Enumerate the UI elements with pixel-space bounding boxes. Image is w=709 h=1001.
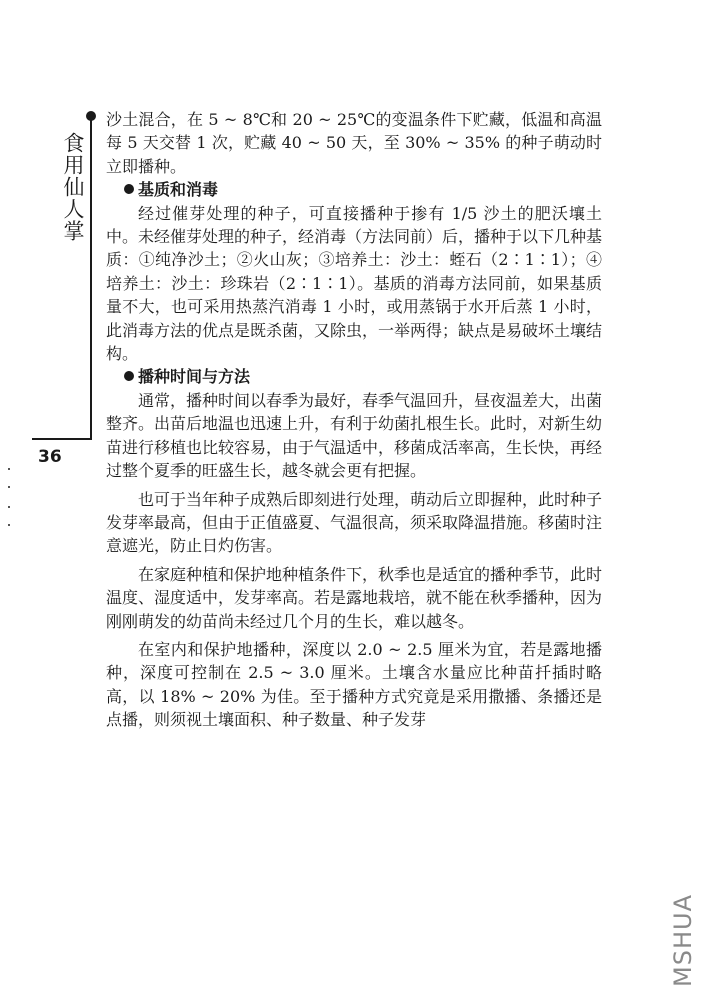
scan-specks [8,468,14,528]
section-heading-substrate [106,178,602,201]
bullet-icon [124,371,134,381]
page-number-rule [32,438,92,440]
paragraph: 经过催芽处理的种子，可直接播种于掺有 1/5 沙土的肥沃壤土中。未经催芽处理的种子，经消毒（方法同前）后，播种于以下几种基质：①纯净沙土；②火山灰；③培养土：沙土：蛭石（2∶1∶1）；④培养土：沙土：珍珠岩（2∶1∶1）。基质的消毒方法同前，如果基质量不大，也可采用热蒸汽消毒 1 小时，或用蒸锅于水开后蒸 1 小时，此消毒方法的优点是既杀菌，又除虫，一举两得；缺点是易破坏土壤结构。 [106,203,603,364]
margin-vertical-rule [90,120,92,438]
running-title: 食用仙人掌 [61,132,85,242]
paragraph: 通常，播种时间以春季为最好，春季气温回升，昼夜温差大，出菌整齐。出苗后地温也迅速上升，有利于幼菌扎根生长。此时，对新生幼苗进行移植也比较容易，由于气温适中，移菌成活率高，生长快，再经过整个夏季的旺盛生长，越冬就会更有把握。 [106,390,603,481]
section-heading-sowing [106,365,602,388]
section-heading-text: 基质和消毒 [138,180,219,200]
paragraph: 也可于当年种子成熟后即刻进行处理，萌动后立即握种，此时种子发芽率最高，但由于正值盛夏、气温很高，须采取降温措施。移菌时注意遮光，防止日灼伤害。 [106,489,603,556]
page-number: 36 [38,447,62,467]
body-text [106,108,602,732]
paragraph: 在室内和保护地播种，深度以 2.0 ~ 2.5 厘米为宜，若是露地播种，深度可控制在 2.5 ~ 3.0 厘米。土壤含水量应比种苗扦插时略高，以 18% ~ 20% 为佳。至于播种方式究竟是采用撒播、条播还是点播，则须视土壤面积、种子数量、种子发芽 [106,639,602,730]
paragraph: 在家庭种植和保护地种植条件下，秋季也是适宜的播种季节，此时温度、湿度适中，发芽率高。若是露地栽培，就不能在秋季播种，因为刚刚萌发的幼苗尚未经过几个月的生长，难以越冬。 [106,564,603,631]
bullet-icon [124,184,134,194]
section-heading-text: 播种时间与方法 [138,367,251,387]
paragraph-continued: 沙土混合，在 5 ~ 8℃和 20 ~ 25℃的变温条件下贮藏，低温和高温每 5 天交替 1 次，贮藏 40 ~ 50 天，至 30% ~ 35% 的种子萌动时立即播种。 [106,110,602,176]
watermark: MSHUA [669,894,697,987]
